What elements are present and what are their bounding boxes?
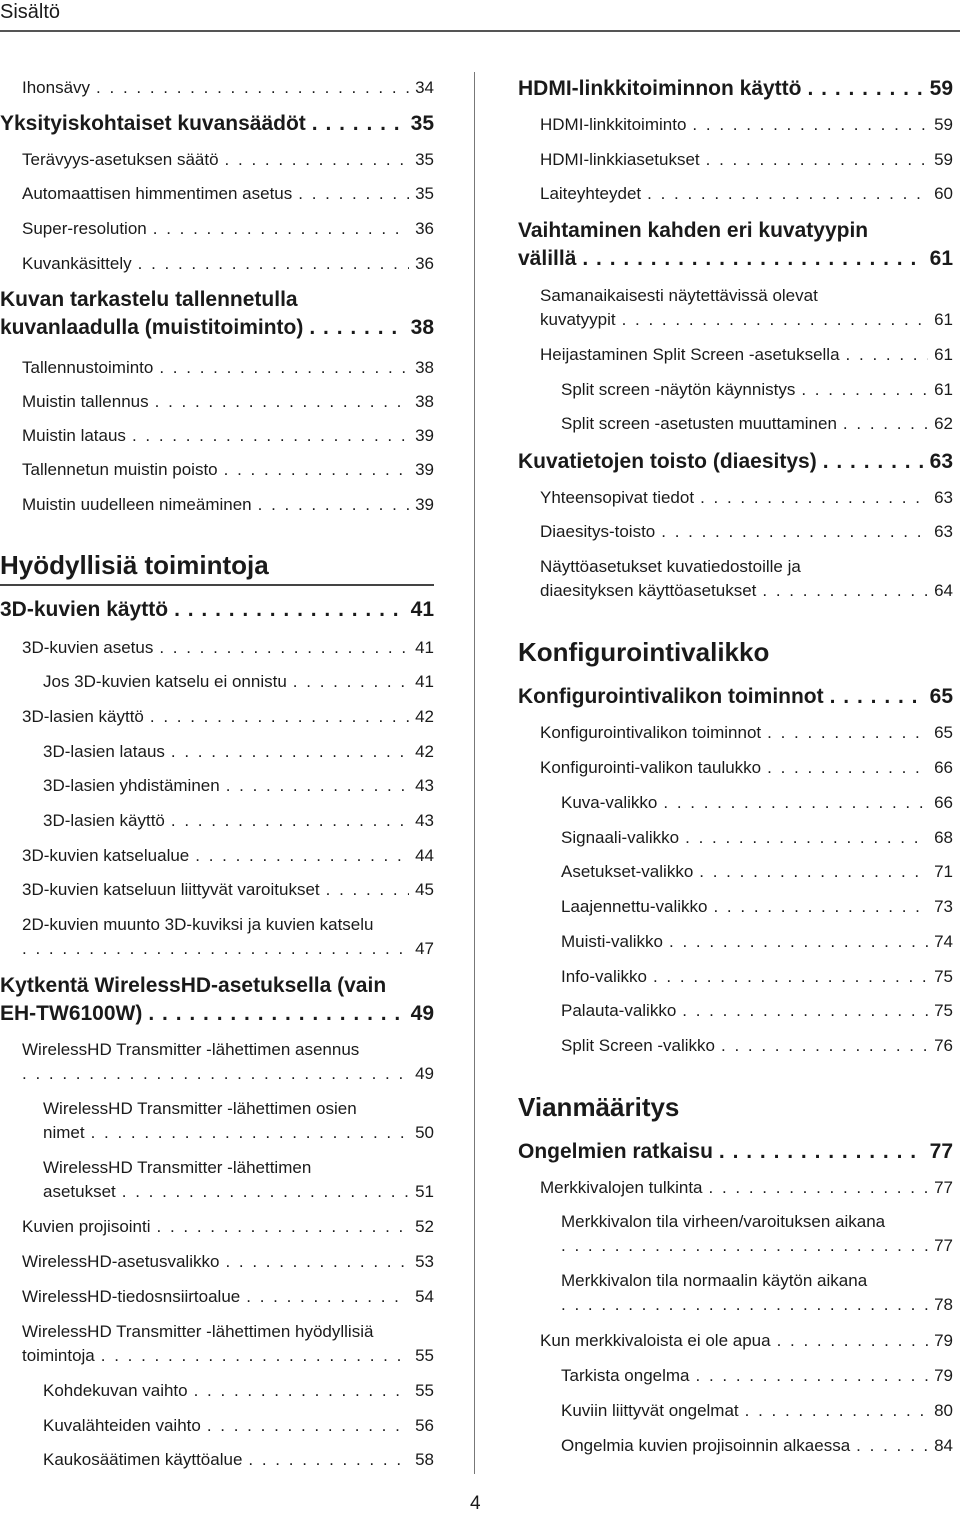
toc-entry[interactable]: WirelessHD-tiedosnsiirtoalue . . . 54 bbox=[0, 1285, 434, 1309]
toc-entry[interactable]: Tallennetun muistin poisto . . . 39 bbox=[0, 458, 434, 482]
toc-entry[interactable]: 3D-kuvien asetus . . . 41 bbox=[0, 636, 434, 660]
toc-entry[interactable]: Info-valikko . . . 75 bbox=[518, 965, 953, 989]
toc-entry[interactable]: Heijastaminen Split Screen -asetuksella . . . 61 bbox=[518, 343, 953, 367]
toc-entry[interactable]: Merkkivalon tila normaalin käytön aikana . . . 78 bbox=[518, 1269, 953, 1317]
toc-entry[interactable]: Vaihtaminen kahden eri kuvatyypin välillä . . . 61 bbox=[518, 217, 953, 273]
toc-entry[interactable]: Tarkista ongelma . . . 79 bbox=[518, 1364, 953, 1388]
toc-entry[interactable]: Yksityiskohtaiset kuvansäädöt . . . 35 bbox=[0, 110, 434, 138]
toc-entry[interactable]: Terävyys-asetuksen säätö . . . 35 bbox=[0, 148, 434, 172]
page-number: 4 bbox=[470, 1493, 481, 1514]
toc-entry[interactable]: Konfigurointivalikon toiminnot . . . 65 bbox=[518, 683, 953, 711]
toc-entry[interactable]: Merkkivalon tila virheen/varoituksen aikana . . . 77 bbox=[518, 1210, 953, 1258]
toc-entry[interactable]: WirelessHD Transmitter -lähettimen asetukset . . . 51 bbox=[0, 1156, 434, 1204]
section-heading: Konfigurointivalikko bbox=[518, 637, 770, 667]
toc-entry[interactable]: Signaali-valikko . . . 68 bbox=[518, 826, 953, 850]
page-header-title: Sisältö bbox=[0, 1, 61, 23]
toc-entry[interactable]: Kohdekuvan vaihto . . . 55 bbox=[0, 1379, 434, 1403]
toc-entry[interactable]: WirelessHD Transmitter -lähettimen asennus . . . 49 bbox=[0, 1038, 434, 1086]
toc-entry[interactable]: Kuva-valikko . . . 66 bbox=[518, 791, 953, 815]
header-rule bbox=[0, 30, 960, 32]
toc-entry[interactable]: Laajennettu-valikko . . . 73 bbox=[518, 895, 953, 919]
toc-entry[interactable]: Konfigurointi-valikon taulukko . . . 66 bbox=[518, 756, 953, 780]
toc-entry[interactable]: 3D-kuvien katseluun liittyvät varoitukset . . . 45 bbox=[0, 878, 434, 902]
toc-entry[interactable]: Tallennustoiminto . . . 38 bbox=[0, 356, 434, 380]
toc-entry[interactable]: Muistin uudelleen nimeäminen . . . 39 bbox=[0, 493, 434, 517]
toc-entry[interactable]: Yhteensopivat tiedot . . . 63 bbox=[518, 486, 953, 510]
toc-entry[interactable]: 3D-lasien käyttö . . . 43 bbox=[0, 809, 434, 833]
toc-entry[interactable]: Split screen -näytön käynnistys . . . 61 bbox=[518, 378, 953, 402]
toc-entry[interactable]: Split Screen -valikko . . . 76 bbox=[518, 1034, 953, 1058]
toc-entry[interactable]: Kuvalähteiden vaihto . . . 56 bbox=[0, 1414, 434, 1438]
toc-entry[interactable]: Ongelmia kuvien projisoinnin alkaessa . . . 84 bbox=[518, 1434, 953, 1458]
toc-entry[interactable]: Ongelmien ratkaisu . . . 77 bbox=[518, 1138, 953, 1166]
toc-entry[interactable]: Merkkivalojen tulkinta . . . 77 bbox=[518, 1176, 953, 1200]
toc-entry[interactable]: Kuviin liittyvät ongelmat . . . 80 bbox=[518, 1399, 953, 1423]
toc-entry[interactable]: Kun merkkivaloista ei ole apua . . . 79 bbox=[518, 1329, 953, 1353]
toc-entry[interactable]: WirelessHD Transmitter -lähettimen hyödyllisiä toimintoja . . . 55 bbox=[0, 1320, 434, 1368]
toc-entry[interactable]: WirelessHD-asetusvalikko . . . 53 bbox=[0, 1250, 434, 1274]
toc-entry[interactable]: Muistin tallennus . . . 38 bbox=[0, 390, 434, 414]
toc-entry[interactable]: 3D-kuvien käyttö . . . 41 bbox=[0, 596, 434, 624]
toc-entry[interactable]: Kuvien projisointi . . . 52 bbox=[0, 1215, 434, 1239]
toc-entry[interactable]: Näyttöasetukset kuvatiedostoille ja diaesityksen käyttöasetukset . . . 64 bbox=[518, 555, 953, 603]
toc-entry[interactable]: Muisti-valikko . . . 74 bbox=[518, 930, 953, 954]
toc-entry[interactable]: Kuvan tarkastelu tallennetulla kuvanlaadulla (muistitoiminto) . . . 38 bbox=[0, 286, 434, 342]
toc-entry[interactable]: 3D-kuvien katselualue . . . 44 bbox=[0, 844, 434, 868]
toc-entry[interactable]: Muistin lataus . . . 39 bbox=[0, 424, 434, 448]
toc-entry[interactable]: Kytkentä WirelessHD-asetuksella (vain EH-TW6100W) . . . 49 bbox=[0, 972, 434, 1028]
section-heading: Hyödyllisiä toimintoja bbox=[0, 550, 434, 586]
toc-entry[interactable]: Automaattisen himmentimen asetus . . . 35 bbox=[0, 182, 434, 206]
toc-entry[interactable]: Palauta-valikko . . . 75 bbox=[518, 999, 953, 1023]
toc-entry[interactable]: Super-resolution . . . 36 bbox=[0, 217, 434, 241]
column-divider bbox=[474, 72, 475, 1474]
toc-entry[interactable]: 3D-lasien lataus . . . 42 bbox=[0, 740, 434, 764]
toc-entry[interactable]: Ihonsävy . . . 34 bbox=[0, 76, 434, 100]
toc-entry[interactable]: Kaukosäätimen käyttöalue . . . 58 bbox=[0, 1448, 434, 1472]
toc-entry[interactable]: WirelessHD Transmitter -lähettimen osien nimet . . . 50 bbox=[0, 1097, 434, 1145]
toc-entry[interactable]: Jos 3D-kuvien katselu ei onnistu . . . 41 bbox=[0, 670, 434, 694]
toc-entry[interactable]: HDMI-linkkitoiminnon käyttö . . . 59 bbox=[518, 75, 953, 103]
toc-entry[interactable]: Laiteyhteydet . . . 60 bbox=[518, 182, 953, 206]
toc-entry[interactable]: Diaesitys-toisto . . . 63 bbox=[518, 520, 953, 544]
toc-entry[interactable]: 2D-kuvien muunto 3D-kuviksi ja kuvien katselu . . . 47 bbox=[0, 913, 434, 961]
toc-entry[interactable]: Kuvankäsittely . . . 36 bbox=[0, 252, 434, 276]
toc-entry[interactable]: Konfigurointivalikon toiminnot . . . 65 bbox=[518, 721, 953, 745]
toc-entry[interactable]: Split screen -asetusten muuttaminen . . . 62 bbox=[518, 412, 953, 436]
toc-entry[interactable]: Kuvatietojen toisto (diaesitys) . . . 63 bbox=[518, 448, 953, 476]
toc-entry[interactable]: HDMI-linkkitoiminto . . . 59 bbox=[518, 113, 953, 137]
toc-entry[interactable]: Samanaikaisesti näytettävissä olevat kuvatyypit . . . 61 bbox=[518, 284, 953, 332]
toc-entry[interactable]: 3D-lasien käyttö . . . 42 bbox=[0, 705, 434, 729]
toc-entry[interactable]: 3D-lasien yhdistäminen . . . 43 bbox=[0, 774, 434, 798]
toc-entry[interactable]: Asetukset-valikko . . . 71 bbox=[518, 860, 953, 884]
section-heading: Vianmääritys bbox=[518, 1092, 680, 1122]
toc-entry[interactable]: HDMI-linkkiasetukset . . . 59 bbox=[518, 148, 953, 172]
